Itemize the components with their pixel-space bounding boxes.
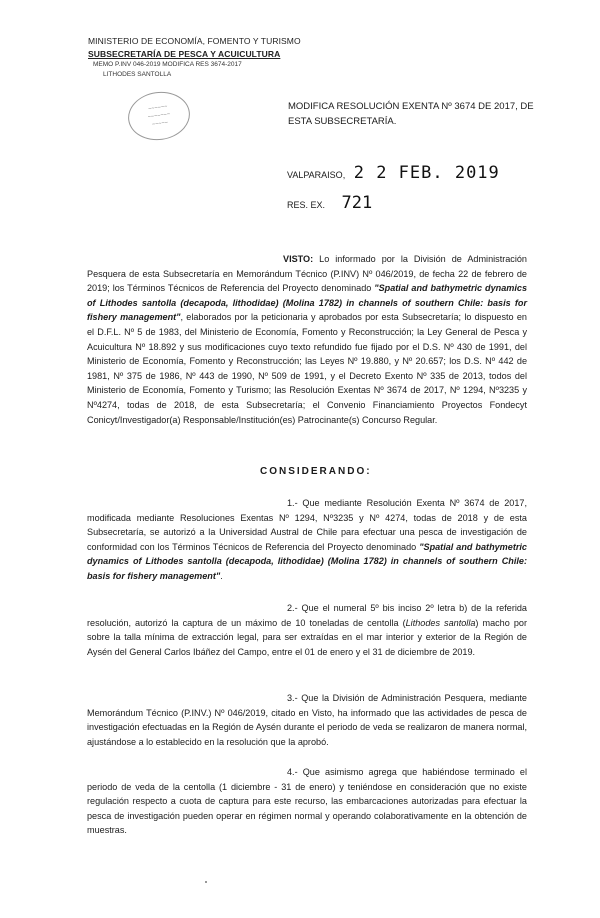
city: VALPARAISO, (287, 170, 346, 180)
considerando-paragraph-3 (87, 691, 527, 749)
p1-project-title: "Spatial and bathymetric dynamics of Lithodes santolla (decapoda, lithodidae) (Molina 1782) in channels of southern Chile: basis for fishery management" (87, 541, 527, 581)
p1-text-2: . (220, 570, 223, 581)
visto-project-title: "Spatial and bathymetric dynamics of Lithodes santolla (decapoda, lithodidae) (Molina 1782) in channels of southern Chile: basis for fishery management" (87, 283, 527, 323)
p4-text-1: 4.- Que asimismo agrega que habiéndose terminado el periodo de veda de la centolla (1 diciembre - 31 de enero) y teniéndose en consideración que no existe regulación respecto a cuota de captura para este recurso, las embarcaciones autorizadas para efectuar la pesca de investigación pueden operar en régimen normal y operando colaborativamente en la obtención de muestras. (87, 767, 527, 836)
resolution-line (287, 193, 372, 213)
office-stamp: ~~~~~~ ~~~~~~~ ~~~~~ (125, 88, 193, 144)
visto-label: VISTO: (283, 254, 314, 264)
considerando-heading: CONSIDERANDO: (260, 466, 372, 477)
visto-text-1: Lo informado por la División de Administración Pesquera de esta Subsecretaría en Memorándum Técnico (P.INV) Nº 046/2019, de fecha 22 de febrero de 2019; los Términos Técnicos de Referencia del Proyecto denominado (87, 254, 527, 294)
visto-section (87, 252, 527, 427)
ministry-name: MINISTERIO DE ECONOMÍA, FOMENTO Y TURISMO (88, 36, 301, 46)
scan-speck (205, 881, 207, 883)
considerando-paragraph-1 (87, 496, 527, 584)
p2-text-2: ) macho por sobre la talla mínima de extracción legal, para ser extraídas en el mar interior y exterior de la Región de Aysén del General Carlos Ibáñez del Campo, entre el 01 de enero y el 31 de diciembre de 2019. (87, 617, 527, 657)
subsecretaria-name: SUBSECRETARÍA DE PESCA Y ACUICULTURA (88, 49, 281, 59)
considerando-paragraph-2 (87, 601, 527, 659)
date-stamp: 2 2 FEB. 2019 (353, 163, 500, 183)
resolution-number: 721 (341, 193, 373, 213)
document-subject: MODIFICA RESOLUCIÓN EXENTA Nº 3674 DE 2017, DE ESTA SUBSECRETARÍA. (288, 101, 534, 127)
p3-text-1: 3.- Que la División de Administración Pesquera, mediante Memorándum Técnico (P.INV.) Nº 046/2019, citado en Visto, ha informado que las actividades de pesca de investigación efectuadas en la Región de Aysén durante el periodo de veda se realizaron de manera normal, ajustándose a lo establecido en la resolución que la aprobó. (87, 693, 527, 747)
p2-text-1: 2.- Que el numeral 5º bis inciso 2º letra b) de la referida resolución, autorizó la captura de un máximo de 10 toneladas de centolla ( (87, 603, 527, 628)
memo-reference: MEMO P.INV 046-2019 MODIFICA RES 3674-2017 (93, 61, 242, 68)
species-reference: LITHODES SANTOLLA (103, 71, 172, 78)
resolution-label: RES. EX. (287, 200, 326, 210)
considerando-paragraph-4 (87, 765, 527, 838)
place-date-line (287, 163, 500, 183)
p2-species: Lithodes santolla (405, 617, 476, 628)
visto-text-2: , elaborados por la peticionaria y aprobados por esta Subsecretaría; lo dispuesto en el D.F.L. Nº 5 de 1983, del Ministerio de Economía, Fomento y Reconstrucción; la Ley General de Pesca y Acuicultura Nº 18.892 y sus modificaciones cuyo texto refundido fue fijado por el D.S. Nº 430 de 1991, del Ministerio de Economía, Fomento y Reconstrucción; las Leyes Nº 19.880, y Nº 20.657; los D.S. Nº 442 de 1981, Nº 375 de 1986, Nº 443 de 1990, Nº 509 de 1991, y el Decreto Exento Nº 335 de 2013, todos del Ministerio de Economía, Fomento y Turismo; las Resolución Exentas Nº 3674 de 2017, Nº 1294, Nº3235 y Nº4274, todas de 2018, de esta Subsecretaría; el Convenio Financiamiento Proyectos Fondecyt Conicyt/Investigador(a) Responsable/Institución(es) Patrocinante(s) Concurso Regular. (87, 312, 527, 425)
p1-text-1: 1.- Que mediante Resolución Exenta Nº 3674 de 2017, modificada mediante Resoluciones Exentas Nº 1294, Nº3235 y Nº 4274, todas de 2018 y de esta Subsecretaría, se autorizó a la Universidad Austral de Chile para efectuar una pesca de investigación de conformidad con los Términos Técnicos de Referencia del Proyecto denominado (87, 498, 527, 552)
